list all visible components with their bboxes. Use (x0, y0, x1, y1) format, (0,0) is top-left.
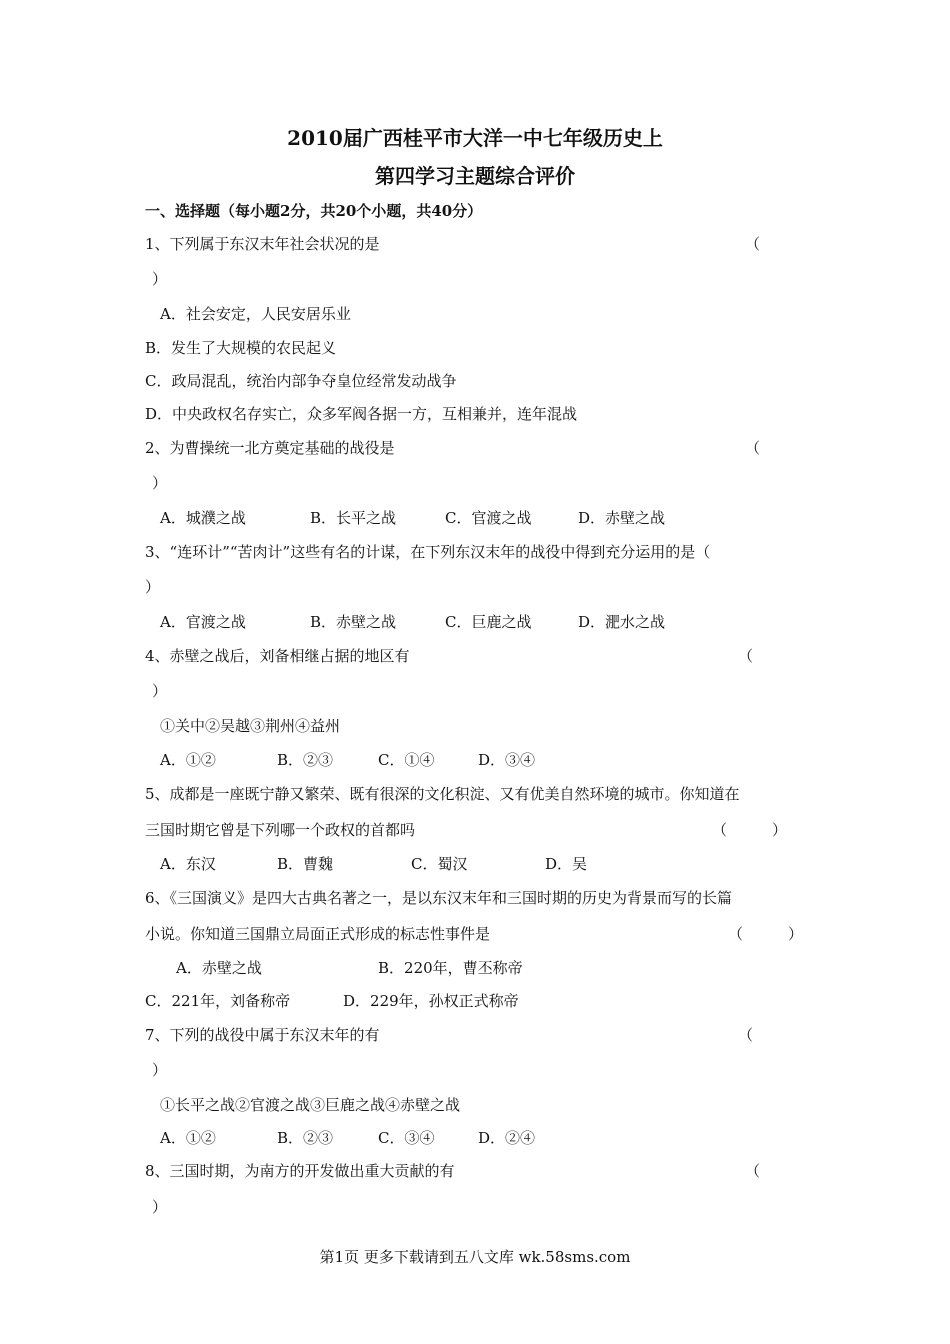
question-5-option-a: A．东汉 (160, 855, 216, 873)
question-4-option-b: B．②③ (277, 751, 334, 769)
question-7-option-c: C．③④ (378, 1129, 435, 1147)
question-8-paren-close: ） (152, 1198, 168, 1216)
question-1-option-c: C．政局混乱，统治内部争夺皇位经常发动战争 (145, 372, 457, 390)
question-6-option-b: B．220年，曹丕称帝 (378, 959, 523, 977)
question-4-option-c: C．①④ (378, 751, 435, 769)
question-6-paren: （ ） (728, 925, 804, 943)
question-5-option-d: D．吴 (545, 855, 588, 873)
question-4-paren-open: （ (738, 647, 754, 665)
question-5-option-b: B．曹魏 (277, 855, 334, 873)
question-7-option-a: A．①② (160, 1129, 216, 1147)
question-4-option-d: D．③④ (478, 751, 536, 769)
question-7-sub-items: ①长平之战②官渡之战③巨鹿之战④赤壁之战 (160, 1096, 461, 1114)
page-footer: 第1页 更多下载请到五八文库 wk.58sms.com (319, 1248, 631, 1266)
question-7-stem: 7、下列的战役中属于东汉末年的有 (145, 1026, 380, 1044)
question-4-stem: 4、赤壁之战后，刘备相继占据的地区有 (145, 647, 410, 665)
question-1-stem: 1、下列属于东汉末年社会状况的是 (145, 235, 380, 253)
document-title-line1: 2010届广西桂平市大洋一中七年级历史上 (287, 126, 663, 150)
question-5-stem: 5、成都是一座既宁静又繁荣、既有很深的文化积淀、又有优美自然环境的城市。你知道在 (145, 785, 740, 803)
question-4-paren-close: ） (152, 682, 168, 700)
question-2-stem: 2、为曹操统一北方奠定基础的战役是 (145, 439, 395, 457)
question-6-stem: 6、《三国演义》是四大古典名著之一，是以东汉末年和三国时期的历史为背景而写的长篇 (145, 889, 733, 907)
question-7-paren-close: ） (152, 1061, 168, 1079)
document-title-line2: 第四学习主题综合评价 (375, 164, 575, 188)
question-8-paren-open: （ (745, 1162, 761, 1180)
question-2-paren-close: ） (152, 474, 168, 492)
question-2-option-b: B．长平之战 (310, 509, 397, 527)
question-8-stem: 8、三国时期，为南方的开发做出重大贡献的有 (145, 1162, 455, 1180)
question-1-option-a: A．社会安定，人民安居乐业 (160, 305, 351, 323)
question-3-option-b: B．赤壁之战 (310, 613, 397, 631)
question-2-option-c: C．官渡之战 (445, 509, 532, 527)
question-3-stem: 3、“连环计”“苦肉计”这些有名的计谋，在下列东汉末年的战役中得到充分运用的是（ (145, 543, 711, 561)
question-2-option-d: D．赤壁之战 (578, 509, 666, 527)
question-7-option-d: D．②④ (478, 1129, 536, 1147)
question-1-paren-close: ） (152, 270, 168, 288)
question-5-paren: （ ） (712, 821, 788, 839)
question-3-option-d: D．淝水之战 (578, 613, 666, 631)
question-6-option-d: D．229年，孙权正式称帝 (343, 992, 519, 1010)
question-2-option-a: A．城濮之战 (160, 509, 246, 527)
question-7-paren-open: （ (738, 1026, 754, 1044)
question-6-option-a: A．赤壁之战 (176, 959, 262, 977)
question-2-paren-open: （ (745, 439, 761, 457)
question-4-sub-items: ①关中②吴越③荆州④益州 (160, 717, 341, 735)
question-3-option-c: C．巨鹿之战 (445, 613, 532, 631)
question-6-stem-line2: 小说。你知道三国鼎立局面正式形成的标志性事件是 (145, 925, 491, 943)
question-7-option-b: B．②③ (277, 1129, 334, 1147)
question-1-option-b: B．发生了大规模的农民起义 (145, 339, 337, 357)
question-3-paren-close: ） (145, 578, 161, 596)
question-4-option-a: A．①② (160, 751, 216, 769)
question-5-stem-line2: 三国时期它曾是下列哪一个政权的首都吗 (145, 821, 416, 839)
question-1-paren-open: （ (745, 235, 761, 253)
question-1-option-d: D．中央政权名存实亡，众多军阀各据一方，互相兼并，连年混战 (145, 405, 578, 423)
question-6-option-c: C．221年，刘备称帝 (145, 992, 291, 1010)
section-heading: 一、选择题（每小题2分，共20个小题，共40分） (145, 202, 483, 220)
question-5-option-c: C．蜀汉 (411, 855, 468, 873)
question-3-option-a: A．官渡之战 (160, 613, 246, 631)
